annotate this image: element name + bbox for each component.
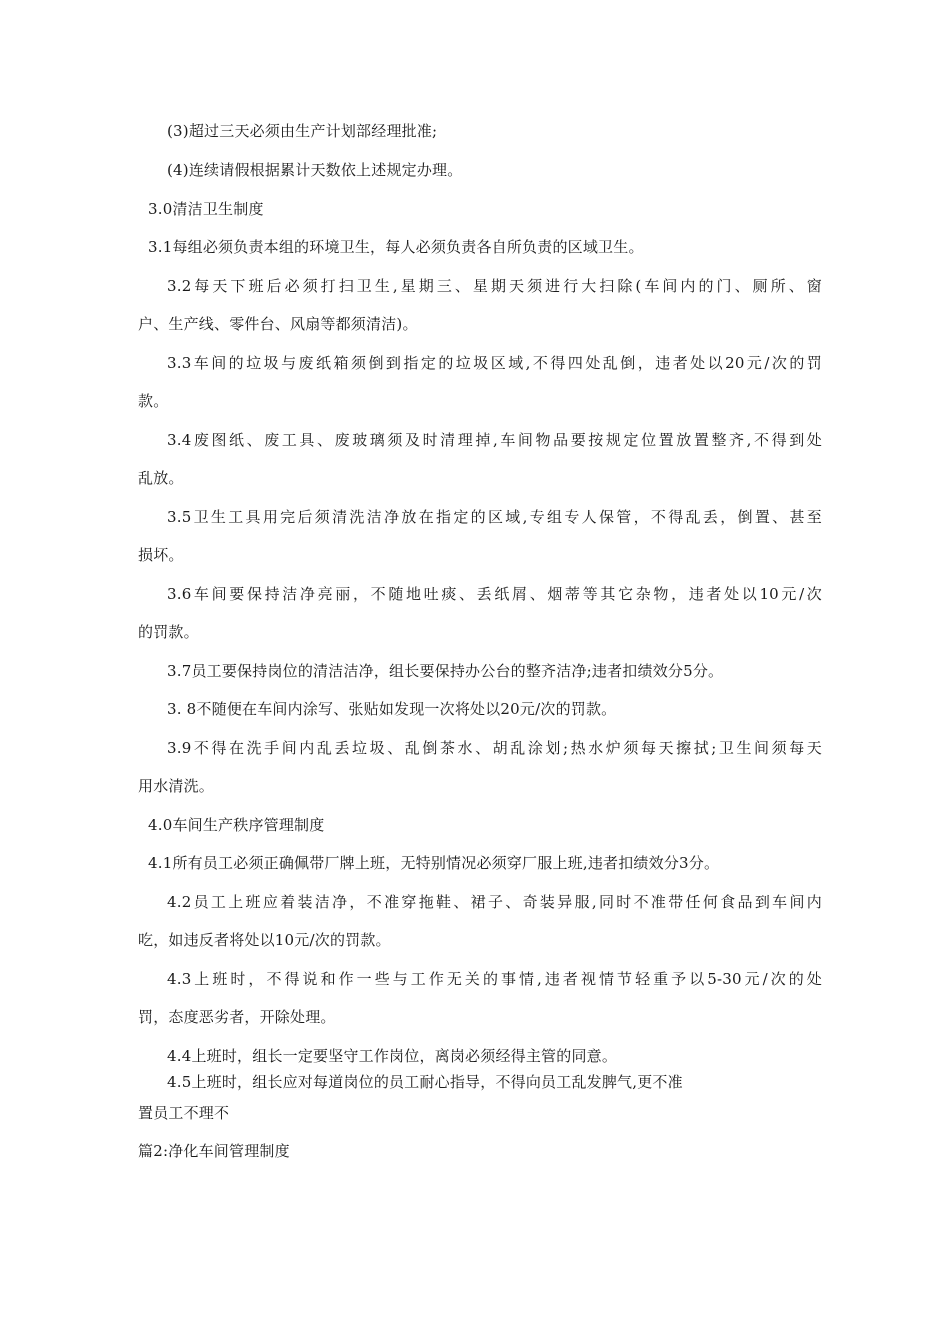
text-line-3-3a: 3.3车间的垃圾与废纸箱须倒到指定的垃圾区域,不得四处乱倒，违者处以20元/次的罚 bbox=[167, 354, 822, 372]
text-line-3-7: 3.7员工要保持岗位的清洁洁净，组长要保持办公台的整齐洁净;违者扣绩效分5分。 bbox=[167, 662, 724, 680]
text-line-4-5a: 4.5上班时，组长应对每道岗位的员工耐心指导，不得向员工乱发脾气,更不准 bbox=[167, 1073, 683, 1091]
text-line-3-6b: 的罚款。 bbox=[138, 623, 199, 641]
text-line-3-9b: 用水清洗。 bbox=[138, 777, 215, 795]
text-line-3-6a: 3.6车间要保持洁净亮丽，不随地吐痰、丢纸屑、烟蒂等其它杂物，违者处以10元/次 bbox=[167, 585, 822, 603]
text-line-3-2b: 户、生产线、零件台、风扇等都须清洁)。 bbox=[138, 315, 418, 333]
text-line-3-5a: 3.5卫生工具用完后须清洗洁净放在指定的区域,专组专人保管，不得乱丢，倒置、甚至 bbox=[167, 508, 822, 526]
text-line-3-2a: 3.2每天下班后必须打扫卫生,星期三、星期天须进行大扫除(车间内的门、厕所、窗 bbox=[167, 277, 822, 295]
text-line-2: (4)连续请假根据累计天数依上述规定办理。 bbox=[167, 161, 463, 179]
text-line-4-4: 4.4上班时，组长一定要坚守工作岗位，离岗必须经得主管的同意。 bbox=[167, 1047, 618, 1065]
section-heading-part-2: 篇2:净化车间管理制度 bbox=[138, 1142, 290, 1160]
section-heading-3-0: 3.0清洁卫生制度 bbox=[148, 200, 264, 218]
text-line-4-2a: 4.2员工上班应着装洁净，不准穿拖鞋、裙子、奇装异服,同时不准带任何食品到车间内 bbox=[167, 893, 822, 911]
text-line-4-2b: 吃，如违反者将处以10元/次的罚款。 bbox=[138, 931, 391, 949]
text-line-4-5b: 置员工不理不 bbox=[138, 1104, 230, 1122]
text-line-3-1: 3.1每组必须负责本组的环境卫生，每人必须负责各自所负责的区域卫生。 bbox=[148, 238, 644, 256]
text-line-4-3a: 4.3上班时，不得说和作一些与工作无关的事情,违者视情节轻重予以5-30元/次的处 bbox=[167, 970, 822, 988]
text-line-4-3b: 罚，态度恶劣者，开除处理。 bbox=[138, 1008, 336, 1026]
section-heading-4-0: 4.0车间生产秩序管理制度 bbox=[148, 816, 325, 834]
text-line-3-4b: 乱放。 bbox=[138, 469, 184, 487]
text-line-3-8: 3. 8不随便在车间内涂写、张贴如发现一次将处以20元/次的罚款。 bbox=[167, 700, 617, 718]
text-line-3-4a: 3.4废图纸、废工具、废玻璃须及时清理掉,车间物品要按规定位置放置整齐,不得到处 bbox=[167, 431, 822, 449]
text-line-4-1: 4.1所有员工必须正确佩带厂牌上班，无特别情况必须穿厂服上班,违者扣绩效分3分。 bbox=[148, 854, 720, 872]
text-line-3-9a: 3.9不得在洗手间内乱丢垃圾、乱倒茶水、胡乱涂划;热水炉须每天擦拭;卫生间须每天 bbox=[167, 739, 822, 757]
text-line-3-5b: 损坏。 bbox=[138, 546, 184, 564]
text-line-3-3b: 款。 bbox=[138, 392, 169, 410]
text-line-1: (3)超过三天必须由生产计划部经理批准; bbox=[167, 122, 438, 140]
